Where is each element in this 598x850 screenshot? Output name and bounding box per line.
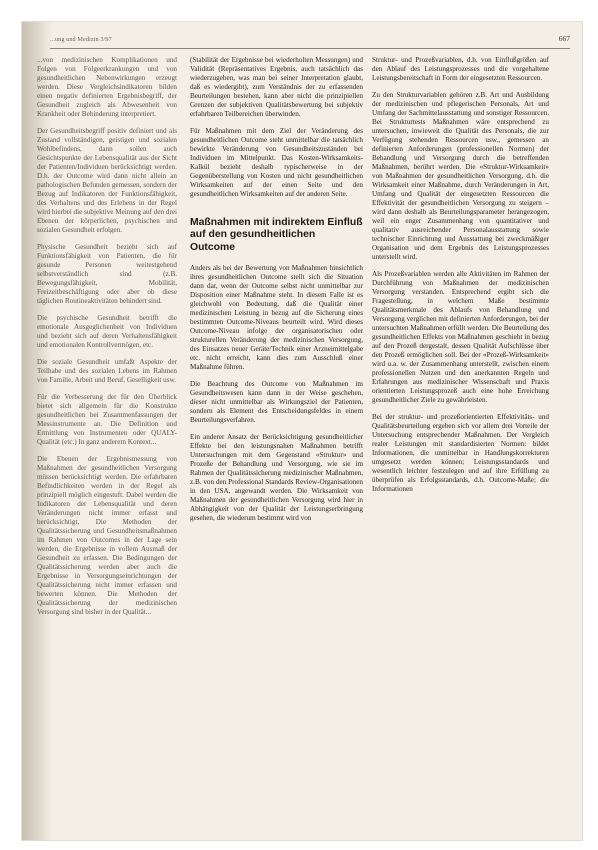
paragraph: Für die Verbesserung der für den Überblick bietet sich allgemein für die Konstrukte gesundheitlichen bei Zusammenfassungen der Messinstrumente an. Die Definition und Ermittlung von Instrumenten oder QUALY-Qualität (etc.) In ganz anderem Kontext... xyxy=(37,393,177,446)
paragraph: Bei der struktur- und prozeßorientierten Effektivitäts- und Qualitätsbeurteilung ergeben sich vor allem drei Vorteile der Untersuchung entsprechender Maßnahmen. Der Vergleich realer Leistungen mit standardisierten Normen: bildet Informationen, die unmittelbar in Handlungskorrekturen umgesetzt werden können; Leistungsstandards und wesentlich leichter festzulegen und auf ihre Erfüllung zu überprüfen als Erfolgsstandards, d.h. Outcome-Maße; die Informationen xyxy=(372,413,549,493)
section-heading: Maßnahmen mit indirektem Einfluß auf den gesundheitlichen Outcome xyxy=(190,217,363,253)
book-page xyxy=(22,22,582,840)
paragraph: Für Maßnahmen mit dem Ziel der Veränderung des gesundheitlichen Outcome steht unmittelbar die tatsächlich bewirkte Veränderung von Gesundheitszuständen bei Individuen im Mittelpunkt. Das Kosten-Wirksamkeits-Kalkül bezieht deshalb typischerweise in der Gegenüberstellung von Kosten und nicht gesundheitlichen Wirksamkeiten auf der einen Seite und den gesundheitlichen Wirksamkeiten auf der anderen Seite. xyxy=(190,127,363,198)
column-middle xyxy=(190,56,363,832)
paragraph: (Stabilität der Ergebnisse bei wiederholten Messungen) und Validität (Repräsentatives Ergebnis, auch tatsächlich das wiederzugeben, was man bei seiner Interpretation glaubt, daß es wiedergibt), zum Verständnis der zu erfassenden Beurteilungen bestehen, kann aber nicht die prinzipiellen Grenzen der subjektiven Qualitätsbewertung bei subjektiv erfahrbaren Teilbereichen überwinden. xyxy=(190,56,363,118)
paragraph: Die psychische Gesundheit betrifft die emotionale Ausgeglichenheit von Individuen und bezieht sich auf deren Verhaltensfähigkeit und emotionalen Kontrollvermögen, etc. xyxy=(37,314,177,349)
paragraph: Die soziale Gesundheit umfaßt Aspekte der Teilhabe und des sozialen Lebens im Rahmen von Familie, Arbeit und Beruf, Geselligkeit usw. xyxy=(37,358,177,384)
paragraph: Die Beachtung des Outcome von Maßnahmen im Gesundheitswesen kann dann in der Weise geschehen, dieser nicht unmittelbar als Wirkungsziel der Patienten, sondern als Element des Entscheidungsfeldes in einem Beurteilungsverfahren. xyxy=(190,380,363,425)
column-left xyxy=(37,56,177,832)
paragraph: Physische Gesundheit bezieht sich auf Funktionsfähigkeit von Patienten, die für gesunde Personen weitestgehend selbstverständlich sind (z.B. Bewegungsfähigkeit, Mobilität, Freizeitbeschäftigung oder aber ob diese täglichen Routineaktivitäten behindert sind. xyxy=(37,243,177,305)
column-right xyxy=(372,56,549,832)
paragraph: Als Prozeßvariablen werden alle Aktivitäten im Rahmen der Durchführung von Maßnahmen der medizinischen Versorgung verstanden. Entsprechend ergibt sich die Fragestellung, in welchem Maße bestimmte Qualitätsmerkmale des Ablaufs von Behandlung und Versorgung verglichen mit definierten Anforderungen, bei der untersuchten Maßnahmen erfüllt werden. Die Beurteilung des gesundheitlichen Effekts von Maßnahmen geschieht in bezug auf den Prozeß dergestalt, dessen Qualität Aufschlüsse über den Prozeß ermöglichen soll. Bei der «Prozeß-Wirksamkeit» wird u.a. w. der Zusammenhang unterstellt, zwischen einem professionellen Nutzen und den anerkannten Regeln und Erfahrungen aus medizinischer Wissenschaft und Praxis orientierten Leistungsprozeß auch eine hohe Erreichung gesundheitlicher Ziele zu gewährleisten. xyxy=(372,270,549,404)
running-header xyxy=(50,34,570,48)
paragraph: Anders als bei der Bewertung von Maßnahmen hinsichtlich ihres gesundheitlichen Outcome stellt sich die Situation dann dar, wenn der Outcome selbst nicht unmittelbar zur Disposition einer Maßnahme steht. In diesem Falle ist es gleichwohl von Bedeutung, daß die Qualität einer medizinischen Leistung in bezug auf die Sicherung eines bestimmten Outcome-Niveaus beurteilt wird. Wird dieses Outcome-Niveau infolge der organisatorischen oder strukturellen Veränderung der medizinischen Versorgung, des Einsatzes neuer Geräte/Technik einer Arzneimittelgabe etc. nicht erreicht, kann dies zum Ausschluß einer Maßnahme führen. xyxy=(190,264,363,372)
journal-title: ...ung und Medizin 3/97 xyxy=(50,36,112,43)
paragraph: ...von medizinischen Komplikationen und Folgen von Folgeerkrankungen und von gesundheitlichen Nebenwirkungen erzeugt werden. Diese Vergleichsindikatoren bilden einen negativ definierten Ergebnisbegriff, der Gesundheit zugleich als Abwesenheit von Krankheit oder Behinderung interpretiert. xyxy=(37,56,177,118)
paragraph: Zu den Strukturvariablen gehören z.B. Art und Ausbildung der medizinischen und pflegerischen Personals, Art und Umfang der Sachmittelausstattung und sonstiger Ressourcen. Bei Strukturtests Maßnahmen wäre entsprechend zu untersuchen, inwieweit die Qualität des Personals, die zur Verfügung stehenden Ressourcen usw., gemessen an definierten Anforderungen (professionellen Normen) der Behandlung und Versorgung durch die betreffenden Maßnahmen, berührt werden. Die «Struktur-Wirksamkeit» von Maßnahmen der gesundheitlichen Versorgung, d.h. die Wirksamkeit einer Maßnahme, durch Veränderungen in Art, Umfang und Qualität der eingesetzten Ressourcen die Effektivität der gesundheitlichen Versorgung zu steigern – wird dann deshalb als Beurteilungsparameter herangezogen, weil ein enger Zusammenhang von quantitativer und qualitativ ausreichender Personalausstattung sowie technischer Einrichtung und Ausstattung bei zweckmäßiger Organisation und dem Ergebnis des Leistungsprozesses unterstellt wird. xyxy=(372,91,549,261)
paragraph: Ein anderer Ansatz der Berücksichtigung gesundheitlicher Effekte bei den leistungsnahen Maßnahmen betrifft Untersuchungen mit dem Gegenstand «Struktur» und Prozeße der Behandlung und Versorgung, wie sie im Rahmen der Qualitätssicherung medizinischer Maßnahmen, z.B. von den Professional Standards Review-Organisationen in den USA, angewandt werden. Die Wirksamkeit von Maßnahmen der gesundheitlichen Versorgung wird hier in Abhängigkeit von der Qualität der Leistungserbringung gesehen, die wiederum bestimmt wird von xyxy=(190,433,363,523)
paragraph: Die Ebenen der Ergebnismessung von Maßnahmen der gesundheitlichen Versorgung müssen berücksichtigt werden. Die erfahrbaren Befindlichkeiten werden in der Regel als prinzipiell möglich eingestuft. Dabei werden die Indikatoren der Lebensqualität und deren Veränderungen nicht immer erfasst und berücksichtigt, Die Methoden der Qualitätssicherung und Gesundheitsmaßnahmen im Rahmen von Outcomes in der Lage sein werden, die Ergebnisse in vollem Ausmaß der Gesundheit zu erfassen. Die Bedingungen der Qualitätssicherung werden aber auch die Ergebnisse in Versorgungseinrichtungen der Qualitätssicherung nicht immer erfassen und bewerten können. Die Methoden der Qualitätssicherung der medizinischen Versorgung sind bisher in der Qualität... xyxy=(37,455,177,616)
paragraph: Struktur- und Prozeßvariablen, d.h. von Einflußgrößen auf den Ablauf des Leistungsprozesses und die vorgehaltene Leistungsbereitschaft in Form der eingesetzten Ressourcen. xyxy=(372,56,549,82)
header-rule xyxy=(50,48,570,49)
paragraph: Der Gesundheitsbegriff positiv definiert und als Zustand vollständigen, geistigen und sozialen Wohlbefindens, dann sollen auch Gesichtspunkte der Lebensqualität aus der Sicht der Patienten/Individuen berücksichtigt werden. D.h. der Outcome wird dann nicht allein an pathologischen Befunden gemessen, sondern der Bezug auf Indikatoren der Funktionsfähigkeit, des Verhaltens und des Erlebens in der Regel wird hierbei die subjektive Meinung auf den drei Ebenen der körperlichen, psychischen und sozialen Gesundheit erfolgen. xyxy=(37,127,177,234)
page-number: 667 xyxy=(558,34,570,43)
